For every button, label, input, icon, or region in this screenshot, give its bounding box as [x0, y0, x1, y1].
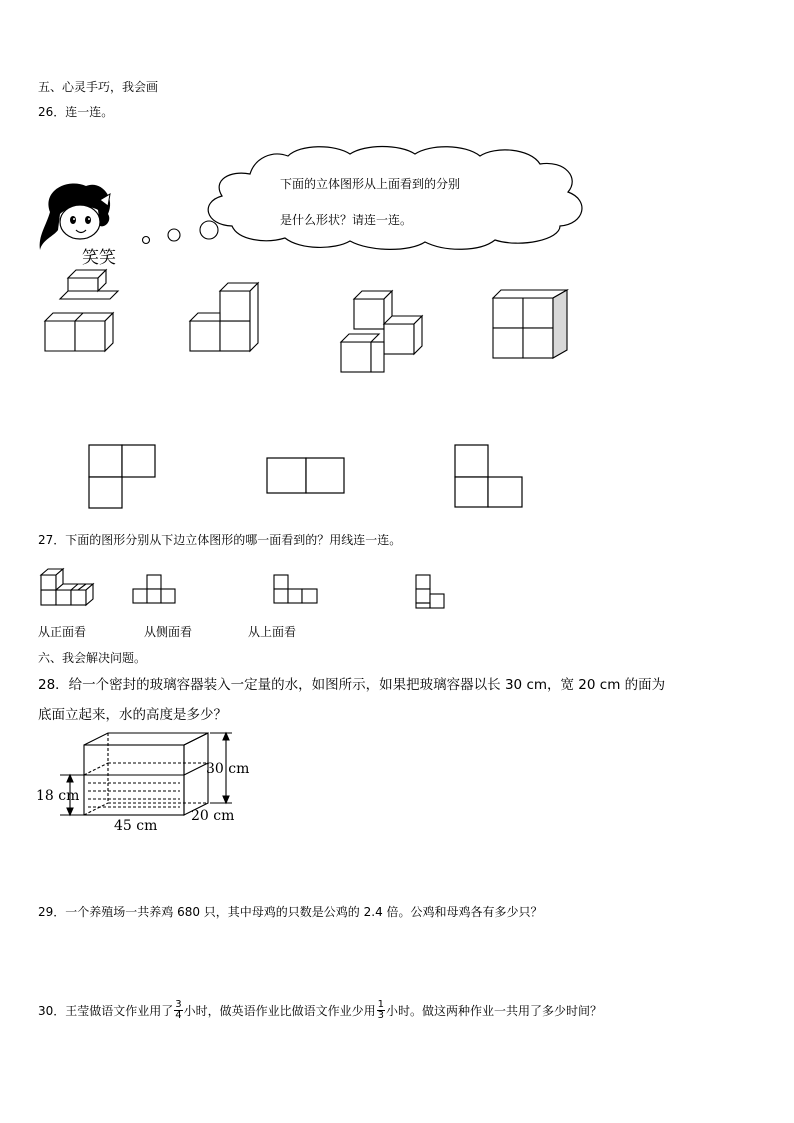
- bubble-text-line-1: 下面的立体图形从上面看到的分别: [280, 177, 461, 191]
- girl-character-illustration: [38, 180, 128, 250]
- q27-view-1: [133, 575, 175, 603]
- dimension-length-label: 45 cm: [114, 818, 158, 834]
- question-29-text: 29．一个养殖场一共养鸡 680 只，其中母鸡的只数是公鸡的 2.4 倍。公鸡和母鸡各有多少只？: [38, 905, 543, 919]
- fraction-three-quarters: [174, 1000, 182, 1021]
- view-label-side: 从侧面看: [144, 625, 193, 639]
- container-top-face: [84, 733, 208, 745]
- solid-4: [493, 290, 567, 358]
- dimension-water-label: 18 cm: [36, 788, 80, 804]
- q27-view-3: [416, 575, 444, 608]
- fraction-1-denominator: 4: [175, 1010, 182, 1021]
- q26-solids: [0, 270, 794, 380]
- container-front-face: [84, 745, 184, 815]
- solid-2: [190, 283, 258, 351]
- thought-bubble: [0, 0, 794, 300]
- q30-part-1: 30．王莹做语文作业用了: [38, 1003, 174, 1018]
- q27-solid: [41, 569, 93, 605]
- question-30-text: [38, 1000, 602, 1021]
- bubble-cloud: [208, 147, 582, 250]
- view-label-front: 从正面看: [38, 625, 87, 639]
- q30-part-2: 小时，做英语作业比做语文作业少用: [183, 1003, 376, 1018]
- fraction-1-numerator: 3: [175, 999, 182, 1010]
- bubble-text-line-2: 是什么形状？请连一连。: [280, 213, 413, 227]
- section-5-title: 五、心灵手巧，我会画: [38, 80, 159, 94]
- top-view-b: [267, 458, 344, 493]
- character-name-label: 笑笑: [82, 248, 116, 268]
- bubble-dot-medium: [168, 229, 180, 241]
- view-label-top: 从上面看: [248, 625, 297, 639]
- water-level: [84, 763, 208, 807]
- question-28-line-2: 底面立起来，水的高度是多少？: [38, 707, 227, 723]
- top-view-a: [89, 445, 155, 508]
- question-28-line-1: 28．给一个密封的玻璃容器装入一定量的水，如图所示，如果把玻璃容器以长 30 cm，宽 20 cm 的面为: [38, 677, 666, 693]
- solid-1: [45, 270, 118, 351]
- top-view-c: [455, 445, 522, 507]
- fraction-one-third: [377, 1000, 385, 1021]
- fraction-2-denominator: 3: [377, 1010, 385, 1021]
- q27-view-2: [274, 575, 317, 603]
- bubble-dot-small: [143, 237, 150, 244]
- question-27-label: 27．下面的图形分别从下边立体图形的哪一面看到的？用线连一连。: [38, 533, 402, 547]
- dimension-height-label: 30 cm: [206, 761, 250, 777]
- section-6-title: 六、我会解决问题。: [38, 651, 147, 665]
- q27-figures: [0, 564, 794, 614]
- fraction-2-numerator: 1: [377, 999, 385, 1010]
- dimension-width-label: 20 cm: [191, 808, 235, 824]
- solid-3: [341, 291, 422, 372]
- bubble-dot-large: [200, 221, 218, 239]
- question-26-label: 26．连一连。: [38, 105, 114, 119]
- q30-part-3: 小时。做这两种作业一共用了多少时间？: [386, 1003, 603, 1018]
- q26-top-views: [0, 440, 794, 510]
